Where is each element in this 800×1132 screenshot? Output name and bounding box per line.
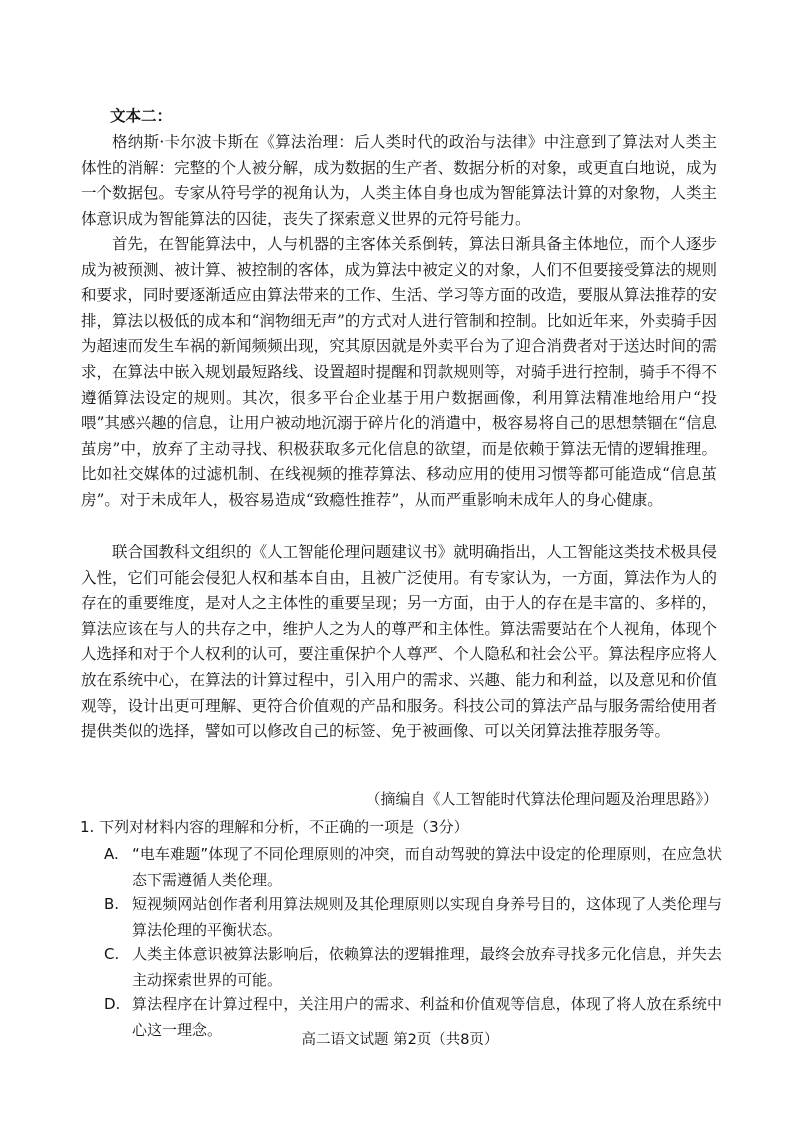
section-title: 文本二： [110,106,173,125]
option-a [104,842,722,894]
option-text: 人类主体意识被算法影响后，依赖算法的逻辑推理，最终会放弃寻找多元化信息，并失去主动探索世界的可能。 [132,945,722,989]
option-d [104,992,722,1039]
option-text: 算法程序在计算过程中，关注用户的需求、利益和价值观等信息，体现了将人放在系统中心这一理念。 [132,995,722,1039]
option-text: 短视频网站创作者利用算法规则及其伦理原则以实现自身养号目的，这体现了人类伦理与算法伦理的平衡状态。 [132,895,722,939]
option-text: “电车难题”体现了不同伦理原则的冲突，而自动驾驶的算法中设定的伦理原则，在应急状态下需遵循人类伦理。 [132,845,722,889]
option-c [104,942,722,989]
option-b [104,892,722,939]
paragraph-2: 首先，在智能算法中，人与机器的主客体关系倒转，算法日渐具备主体地位，而个人逐步成为被预测、被计算、被控制的客体，成为算法中被定义的对象，人们不但要接受算法的规则和要求，同时要逐渐适应由算法带来的工作、生活、学习等方面的改造，要服从算法推荐的安排，算法以极低的成本和“润物细无声”的方式对人进行管制和控制。比如近年来，外卖骑手因为超速而发生车祸的新闻频频出现，究其原因就是外卖平台为了迎合消费者对于送达时间的需求，在算法中嵌入规划最短路线、设置超时提醒和罚款规则等，对骑手进行控制，骑手不得不遵循算法设定的规则。其次，很多平台企业基于用户数据画像，利用算法精准地给用户“投喂”其感兴趣的信息，让用户被动地沉溺于碎片化的消遣中，极容易将自己的思想禁锢在“信息茧房”中，放弃了主动寻找、积极获取多元化信息的欲望，而是依赖于算法无情的逻辑推理。比如社交媒体的过滤机制、在线视频的推荐算法、移动应用的使用习惯等都可能造成“信息茧房”。对于未成年人，极容易造成“致瘾性推荐”，从而严重影响未成年人的身心健康。 [81,235,717,509]
option-letter: C. [104,945,120,963]
source-citation: （摘编自《人工智能时代算法伦理问题及治理思路》） [365,790,718,808]
option-letter: D. [104,995,121,1013]
page-footer: 高二语文试题 第2页（共8页） [301,1032,499,1048]
paragraph-1: 格纳斯·卡尔波卡斯在《算法治理：后人类时代的政治与法律》中注意到了算法对人类主体性的消解：完整的个人被分解，成为数据的生产者、数据分析的对象，或更直白地说，成为一个数据包。专家从符号学的视角认为，人类主体自身也成为智能算法计算的对象物，人类主体意识成为智能算法的囚徒，丧失了探索意义世界的元符号能力。 [81,133,717,228]
option-letter: B. [104,895,120,913]
question-stem: 1. 下列对材料内容的理解和分析，不正确的一项是（3分） [80,818,469,836]
option-letter: A. [104,845,119,863]
paragraph-3: 联合国教科文组织的《人工智能伦理问题建议书》就明确指出，人工智能这类技术极具侵入性，它们可能会侵犯人权和基本自由，且被广泛使用。有专家认为，一方面，算法作为人的存在的重要维度，是对人之主体性的重要呈现；另一方面，由于人的存在是丰富的、多样的，算法应该在与人的共存之中，维护人之为人的尊严和主体性。算法需要站在个人视角，体现个人选择和对于个人权利的认可，要注重保护个人尊严、个人隐私和社会公平。算法程序应将人放在系统中心，在算法的计算过程中，引入用户的需求、兴趣、能力和利益，以及意见和价值观等，设计出更可理解、更符合价值观的产品和服务。科技公司的算法产品与服务需给使用者提供类似的选择，譬如可以修改自己的标签、免于被画像、可以关闭算法推荐服务等。 [81,543,717,741]
